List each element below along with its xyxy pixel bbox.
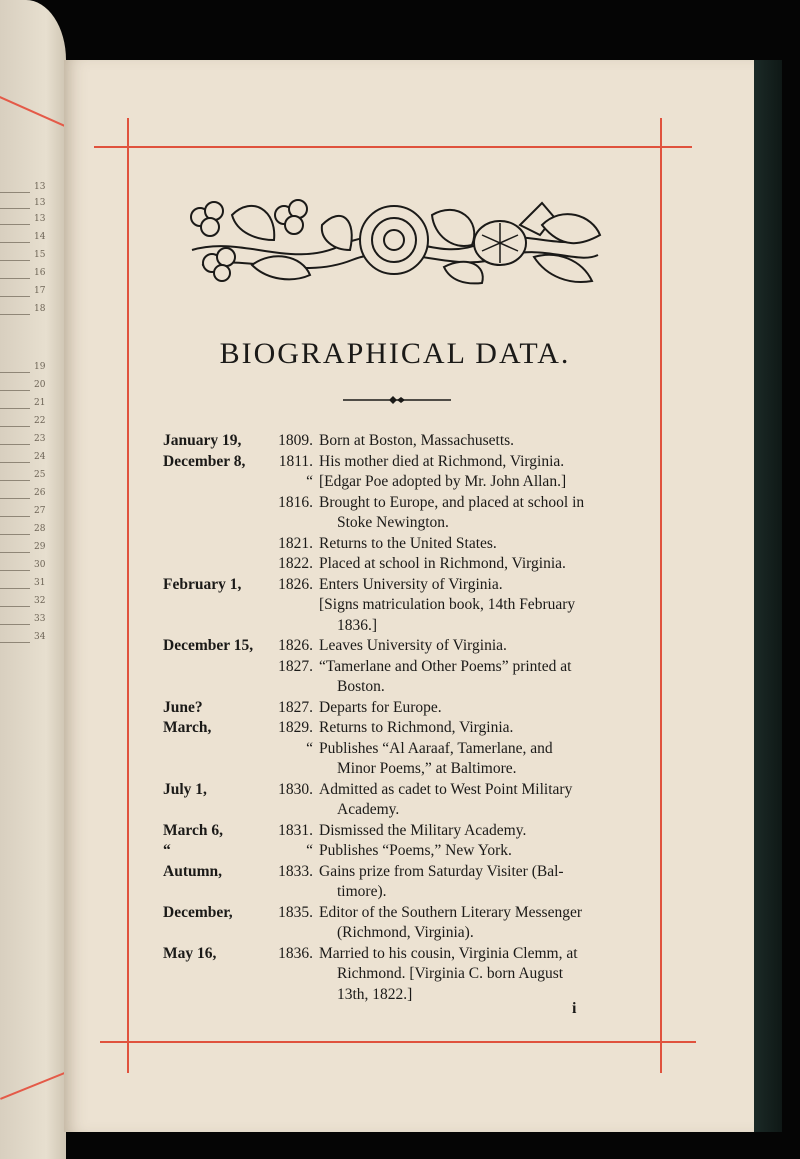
facing-page-leader — [0, 534, 30, 535]
entry-event — [319, 677, 635, 698]
facing-page-number: 19 — [34, 362, 46, 372]
facing-page — [0, 0, 66, 1159]
entry-event-text: Admitted as cadet to West Point Military — [319, 780, 573, 798]
entry-event — [319, 841, 635, 862]
facing-page-leader — [0, 606, 30, 607]
entry-event-text: Married to his cousin, Virginia Clemm, at — [319, 944, 578, 962]
entry-year: 1827. — [278, 698, 313, 716]
table-row — [163, 595, 635, 616]
entry-year: 1827. — [278, 657, 313, 675]
entry-event — [319, 985, 635, 1006]
entry-event — [319, 452, 635, 473]
table-row — [163, 944, 635, 965]
entry-event — [319, 718, 635, 739]
facing-page-leader — [0, 642, 30, 643]
entry-event-text: [Signs matriculation book, 14th February — [319, 596, 576, 613]
entry-event-text: Brought to Europe, and placed at school in — [319, 493, 585, 511]
table-row-continuation — [163, 759, 635, 780]
entry-year: 1809. — [278, 432, 313, 449]
entry-event-text: Dismissed the Military Academy. — [319, 821, 527, 839]
entry-event-text: His mother died at Richmond, Virginia. — [319, 452, 565, 470]
facing-page-number: 32 — [34, 596, 46, 606]
entry-event-text: 1836.] — [337, 616, 378, 634]
entry-year — [263, 985, 319, 1006]
entry-date — [163, 595, 263, 616]
entry-event-text: 13th, 1822.] — [337, 985, 413, 1003]
entry-date: March 6, — [163, 821, 223, 839]
entry-year: 1822. — [278, 555, 313, 572]
page-number: i — [572, 1000, 577, 1017]
facing-page-top-rule — [0, 96, 66, 130]
entry-event — [319, 862, 635, 883]
entry-event — [319, 739, 635, 760]
entry-event-text: Stoke Newington. — [337, 514, 449, 531]
facing-page-leader — [0, 624, 30, 625]
entry-date: December, — [163, 903, 233, 921]
table-row-continuation — [163, 677, 635, 698]
entry-year — [263, 595, 319, 616]
table-row — [163, 821, 635, 842]
entry-event — [319, 513, 635, 534]
facing-page-number: 34 — [34, 632, 46, 642]
facing-page-leader — [0, 314, 30, 315]
facing-page-number: 29 — [34, 542, 46, 552]
facing-page-leader — [0, 192, 30, 193]
entry-event — [319, 903, 635, 924]
table-row-continuation — [163, 616, 635, 637]
facing-page-leader — [0, 278, 30, 279]
table-row — [163, 657, 635, 678]
entry-event-text: Enters University of Virginia. — [319, 575, 503, 593]
entry-event — [319, 800, 635, 821]
entry-event — [319, 575, 635, 596]
entry-date — [163, 964, 263, 985]
entry-event-text: Returns to Richmond, Virginia. — [319, 719, 514, 736]
entry-year: 1835. — [278, 903, 313, 921]
entry-year: 1831. — [278, 821, 313, 839]
entry-date — [163, 534, 263, 555]
table-row — [163, 534, 635, 555]
facing-page-leader — [0, 296, 30, 297]
entry-event-text: Minor Poems,” at Baltimore. — [337, 760, 517, 777]
book-cover-edge — [752, 60, 782, 1132]
entry-event-text: “Tamerlane and Other Poems” printed at — [319, 657, 572, 675]
facing-page-leader — [0, 242, 30, 243]
biographical-data-table — [163, 431, 635, 1005]
facing-page-number: 13 — [34, 214, 46, 224]
entry-date — [163, 800, 263, 821]
entry-year: 1816. — [278, 493, 313, 511]
entry-event — [319, 780, 635, 801]
entry-year — [263, 759, 319, 780]
floral-ornament-icon — [182, 195, 608, 287]
facing-page-number: 27 — [34, 506, 46, 516]
entry-event — [319, 882, 635, 903]
facing-page-leader — [0, 552, 30, 553]
entry-date — [163, 923, 263, 944]
facing-page-leader — [0, 260, 30, 261]
entry-event-text: Editor of the Southern Literary Messenger — [319, 903, 582, 921]
facing-page-leader — [0, 426, 30, 427]
entry-event-text: timore). — [337, 883, 387, 900]
facing-page-bottom-rule — [0, 1068, 66, 1100]
entry-event-text: Returns to the United States. — [319, 534, 497, 552]
entry-year: “ — [306, 473, 313, 490]
entry-date — [163, 759, 263, 780]
entry-date — [163, 677, 263, 698]
facing-page-number: 15 — [34, 250, 46, 260]
facing-page-leader — [0, 588, 30, 589]
facing-page-number: 13 — [34, 198, 46, 208]
table-row-continuation — [163, 923, 635, 944]
entry-event-text: Richmond. [Virginia C. born August — [337, 965, 564, 982]
table-row — [163, 698, 635, 719]
entry-year — [263, 964, 319, 985]
entry-year: 1826. — [278, 637, 313, 654]
table-row — [163, 841, 635, 862]
facing-page-number: 26 — [34, 488, 46, 498]
entry-year — [263, 882, 319, 903]
entry-year: 1830. — [278, 780, 313, 798]
entry-event-text: Academy. — [337, 801, 400, 818]
entry-date: July 1, — [163, 780, 207, 798]
entry-event — [319, 657, 635, 678]
facing-page-number: 25 — [34, 470, 46, 480]
entry-event-text: Gains prize from Saturday Visiter (Bal- — [319, 862, 564, 880]
table-row — [163, 431, 635, 452]
entry-event — [319, 554, 635, 575]
table-row — [163, 718, 635, 739]
entry-event-text: Boston. — [337, 678, 385, 695]
facing-page-leader — [0, 208, 30, 209]
entry-event — [319, 636, 635, 657]
table-row — [163, 452, 635, 473]
entry-event-text: Publishes “Poems,” New York. — [319, 842, 512, 859]
facing-page-number: 16 — [34, 268, 46, 278]
facing-page-leader — [0, 444, 30, 445]
title-divider-icon — [343, 396, 451, 404]
bottom-border-rule — [100, 1041, 696, 1043]
entry-date: February 1, — [163, 575, 242, 593]
table-row — [163, 472, 635, 493]
entry-year: “ — [306, 739, 313, 757]
facing-page-number: 20 — [34, 380, 46, 390]
entry-year: 1833. — [278, 862, 313, 880]
facing-page-number: 18 — [34, 304, 46, 314]
entry-date — [163, 513, 263, 534]
facing-page-number: 14 — [34, 232, 46, 242]
facing-page-number: 17 — [34, 286, 46, 296]
table-row — [163, 862, 635, 883]
facing-page-leader — [0, 372, 30, 373]
entry-event-text: Placed at school in Richmond, Virginia. — [319, 555, 566, 572]
entry-date — [163, 985, 263, 1006]
entry-event — [319, 759, 635, 780]
table-row — [163, 575, 635, 596]
entry-event — [319, 821, 635, 842]
entry-date: Autumn, — [163, 862, 223, 880]
entry-event — [319, 698, 635, 719]
entry-event-text: Born at Boston, Massachusetts. — [319, 432, 515, 449]
table-row — [163, 554, 635, 575]
entry-date: “ — [163, 842, 171, 859]
entry-year — [263, 513, 319, 534]
facing-page-leader — [0, 516, 30, 517]
facing-page-number: 24 — [34, 452, 46, 462]
entry-year — [263, 677, 319, 698]
table-row-continuation — [163, 800, 635, 821]
entry-date: December 8, — [163, 452, 246, 470]
entry-event — [319, 472, 635, 493]
table-row-continuation — [163, 882, 635, 903]
entry-date — [163, 554, 263, 575]
facing-page-number: 22 — [34, 416, 46, 426]
entry-year: 1821. — [278, 534, 313, 552]
entry-event-text: [Edgar Poe adopted by Mr. John Allan.] — [319, 473, 567, 490]
entry-date — [163, 493, 263, 514]
entry-date: January 19, — [163, 432, 242, 449]
table-row-continuation — [163, 964, 635, 985]
entry-date — [163, 616, 263, 637]
entry-event — [319, 923, 635, 944]
entry-date — [163, 739, 263, 760]
entry-year — [263, 923, 319, 944]
entry-event — [319, 534, 635, 555]
table-row — [163, 493, 635, 514]
facing-page-leader — [0, 498, 30, 499]
entry-event — [319, 964, 635, 985]
entry-date — [163, 472, 263, 493]
entry-event — [319, 944, 635, 965]
entry-event — [319, 616, 635, 637]
facing-page-leader — [0, 480, 30, 481]
facing-page-number: 28 — [34, 524, 46, 534]
entry-year: 1829. — [278, 719, 313, 736]
table-row-continuation — [163, 985, 635, 1006]
table-row-continuation — [163, 513, 635, 534]
table-row — [163, 739, 635, 760]
facing-page-leader — [0, 390, 30, 391]
facing-page-leader — [0, 408, 30, 409]
entry-year — [263, 800, 319, 821]
facing-page-number: 31 — [34, 578, 46, 588]
entry-date: May 16, — [163, 944, 217, 962]
facing-page-number: 23 — [34, 434, 46, 444]
entry-year: 1826. — [278, 575, 313, 593]
facing-page-leader — [0, 570, 30, 571]
entry-date: December 15, — [163, 637, 254, 654]
table-row — [163, 636, 635, 657]
entry-event — [319, 595, 635, 616]
entry-event — [319, 493, 635, 514]
right-border-rule — [660, 118, 662, 1073]
facing-page-leader — [0, 224, 30, 225]
entry-date: March, — [163, 719, 212, 736]
table-row — [163, 780, 635, 801]
entry-event-text: (Richmond, Virginia). — [337, 924, 474, 941]
entry-date — [163, 657, 263, 678]
entry-event-text: Publishes “Al Aaraaf, Tamerlane, and — [319, 739, 553, 757]
entry-year — [263, 616, 319, 637]
entry-year: 1811. — [278, 452, 313, 470]
entry-year: 1836. — [278, 944, 313, 962]
entry-event — [319, 431, 635, 452]
facing-page-number: 33 — [34, 614, 46, 624]
table-row — [163, 903, 635, 924]
entry-date — [163, 882, 263, 903]
facing-page-number: 30 — [34, 560, 46, 570]
entry-event-text: Leaves University of Virginia. — [319, 637, 507, 654]
entry-year: “ — [306, 842, 313, 859]
page-title: BIOGRAPHICAL DATA. — [219, 337, 571, 370]
facing-page-number: 13 — [34, 182, 46, 192]
top-border-rule — [94, 146, 692, 148]
entry-date: June? — [163, 698, 203, 716]
facing-page-number: 21 — [34, 398, 46, 408]
facing-page-leader — [0, 462, 30, 463]
entry-event-text: Departs for Europe. — [319, 698, 442, 716]
left-border-rule — [127, 118, 129, 1073]
